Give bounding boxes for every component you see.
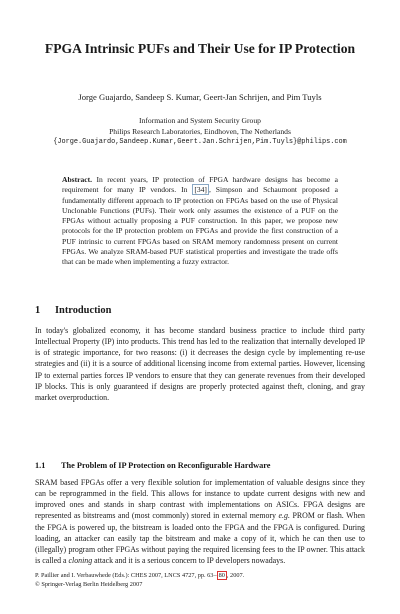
paper-title: FPGA Intrinsic PUFs and Their Use for IP Protection — [44, 41, 356, 56]
citation-link[interactable]: [34] — [194, 185, 207, 195]
author-emails: {Jorge.Guajardo,Sandeep.Kumar,Geert.Jan.Schrijen,Pim.Tuyls}@philips.com — [53, 138, 347, 146]
affiliation — [20, 116, 380, 148]
paragraph-text-a: SRAM based FPGAs offer a very flexible solution for implementation of valuable designs since they can be reprogrammed in the field. This allows for instance to update current designs with new and improved ones and stands in sharp contrast with implementations on ASICs. FPGA designs are represented as bitstreams and (most commonly) stored in external memory — [35, 478, 365, 521]
subsection-heading — [35, 461, 270, 470]
abstract-text-rest: , Simpson and Schaumont proposed a fundamentally different approach to IP protection on FPGAs based on the use of Physical Unclonable Functions (PUFs). Their work only assumes the existence of a PUF on the FPGAs without actually proposing a PUF construction. In this paper, we propose new protocols for the IP protection problem on FPGAs and provide the first construction of a PUF intrinsic to current FPGAs based on SRAM memory randomness present on current FPGAs. We analyze SRAM-based PUF statistical properties and investigate the trade offs that can be made when implementing a fuzzy extractor. — [62, 185, 338, 267]
footer-citation — [35, 571, 365, 589]
abstract-label: Abstract. — [62, 175, 92, 184]
section-title: Introduction — [55, 305, 112, 316]
author-list: Jorge Guajardo, Sandeep S. Kumar, Geert-Jan Schrijen, and Pim Tuyls — [78, 92, 322, 102]
footer-line-1 — [35, 571, 365, 580]
section-heading-introduction — [35, 305, 111, 316]
subsection-number: 1.1 — [35, 461, 46, 470]
eg-abbreviation: e.g. — [278, 511, 290, 521]
section-number: 1 — [35, 305, 41, 316]
subsection-paragraph — [35, 477, 365, 566]
affiliation-lab: Philips Research Laboratories, Eindhoven, The Netherlands — [109, 126, 291, 136]
subsection-title: The Problem of IP Protection on Reconfigurable Hardware — [61, 461, 271, 470]
footer-text-start: P. Paillier and I. Verbauwhede (Eds.): CHES 2007, LNCS 4727, pp. 63– — [35, 572, 217, 579]
affiliation-group: Information and System Security Group — [139, 116, 261, 125]
paragraph-text-c: attack and it is a serious concern to IP developers nowadays. — [92, 556, 286, 566]
abstract-text-start: In recent years, IP protection of FPGA hardware designs has become a requirement for many IP vendors. In — [62, 175, 338, 195]
paragraph-text-b: PROM or flash. When the FPGA is powered up, the bitstream is loaded onto the FPGA and the FPGA is configured. During loading, an attacker can easily tap the bitstream and make a copy of it, which he can then use to (illegally) program other FPGAs without paying the required licensing fees to the IP owner. This attack is called a — [35, 511, 365, 566]
page-end-link[interactable]: 80 — [218, 572, 225, 579]
abstract — [62, 175, 338, 268]
introduction-paragraph: In today's globalized economy, it has become standard business practice to include third party Intellectual Property (IP) into products. This trend has led to the realization that internally developed IP is of strategic importance, for two reasons: (i) it decreases the design cycle by implementing re-use strategies and (ii) it is a source of additional licensing income from external parties. However, licensing IP to external parties forces IP vendors to ensure that they can generate revenues from their developed IP blocks. This is only guaranteed if designs are properly protected against theft, cloning, and gray market overproduction. — [35, 326, 365, 402]
footer-line-2: © Springer-Verlag Berlin Heidelberg 2007 — [35, 581, 143, 588]
cloning-term: cloning — [68, 556, 93, 566]
footer-text-end: , 2007. — [226, 572, 245, 579]
